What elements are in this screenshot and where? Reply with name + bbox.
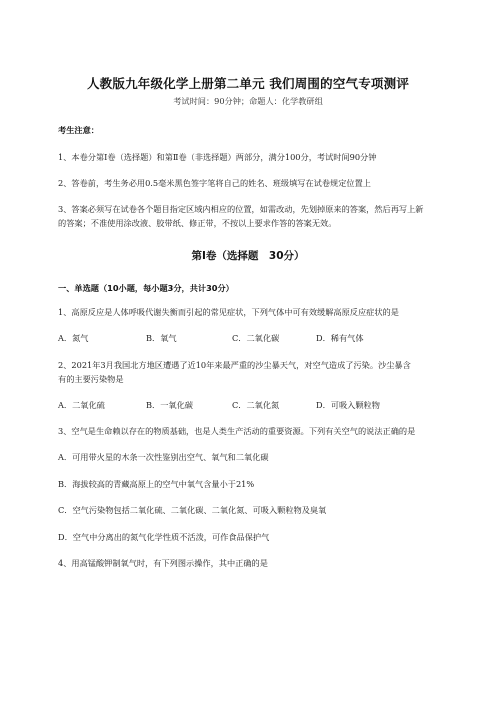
part-title: 第I卷（选择题 30分） <box>191 250 305 262</box>
question-2-stem-cont: 有的主要污染物是 <box>58 374 124 384</box>
option-c[interactable]: C．二氧化碳 <box>232 333 280 343</box>
question-3-option-a[interactable]: A．可用带火星的木条一次性鉴别出空气、氧气和二氧化碳 <box>58 452 269 462</box>
notice-item-3-cont: 的答案；不准使用涂改液、胶带纸、修正带，不按以上要求作答的答案无效。 <box>58 218 337 228</box>
option-c[interactable]: C．二氧化氮 <box>232 400 280 410</box>
option-b[interactable]: B．氧气 <box>146 333 177 343</box>
option-d[interactable]: D．可吸入颗粒物 <box>316 400 380 410</box>
option-a[interactable]: A．氮气 <box>58 333 89 343</box>
question-3-option-b[interactable]: B．海拔较高的青藏高原上的空气中氧气含量小于21% <box>58 479 255 489</box>
question-1-stem: 1、高原反应是人体呼吸代谢失衡而引起的常见症状，下列气体中可有效缓解高原反应症状的是 <box>58 307 399 317</box>
page-title: 人教版九年级化学上册第二单元 我们周围的空气专项测评 <box>86 76 410 91</box>
question-2-stem: 2、2021年3月我国北方地区遭遇了近10年来最严重的沙尘暴天气，对空气造成了污染。沙尘暴含 <box>58 360 411 370</box>
question-3-option-d[interactable]: D．空气中分离出的氮气化学性质不活泼，可作食品保护气 <box>58 532 270 542</box>
notice-item-3: 3、答案必须写在试卷各个题目指定区域内相应的位置，如需改动，先划掉原来的答案，然后再写上新 <box>58 204 424 214</box>
notice-heading: 考生注意： <box>58 125 99 135</box>
question-4-stem: 4、用高锰酸钾制氧气时，有下列图示操作，其中正确的是 <box>58 558 268 568</box>
question-3-option-c[interactable]: C．空气污染物包括二氧化硫、二氧化碳、二氧化氮、可吸入颗粒物及臭氧 <box>58 505 327 515</box>
notice-item-2: 2、答卷前，考生务必用0.5毫米黑色签字笔将自己的姓名、班级填写在试卷规定位置上 <box>58 178 371 188</box>
option-b[interactable]: B．一氧化碳 <box>146 400 193 410</box>
section-heading: 一、单选题（10小题，每小题3分，共计30分） <box>58 283 234 293</box>
notice-item-1: 1、本卷分第I卷（选择题）和第Ⅱ卷（非选择题）两部分，满分100分，考试时间90分钟 <box>58 152 377 162</box>
exam-meta: 考试时间：90分钟；命题人：化学教研组 <box>173 96 323 106</box>
question-3-stem: 3、空气是生命赖以存在的物质基础，也是人类生产活动的重要资源。下列有关空气的说法正确的是 <box>58 426 416 436</box>
option-d[interactable]: D．稀有气体 <box>316 333 364 343</box>
option-a[interactable]: A．二氧化硫 <box>58 400 105 410</box>
